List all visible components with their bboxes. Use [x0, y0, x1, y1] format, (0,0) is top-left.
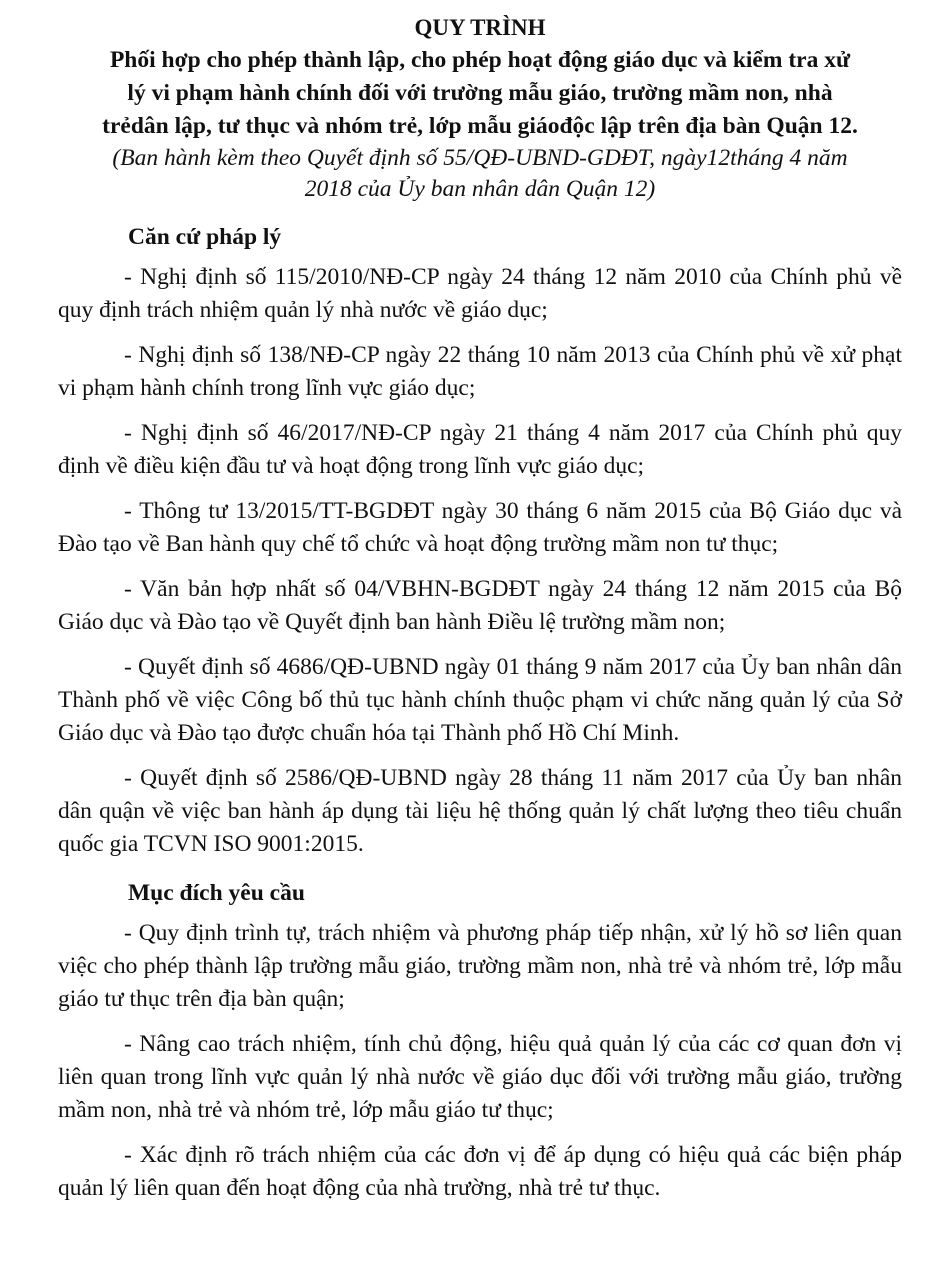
- legal-basis-item: - Quyết định số 2586/QĐ-UBND ngày 28 tháng 11 năm 2017 của Ủy ban nhân dân quận về việc ban hành áp dụng tài liệu hệ thống quản lý chất lượng theo tiêu chuẩn quốc gia TCVN ISO 9001:2015.: [58, 765, 902, 857]
- legal-basis-list: [58, 261, 902, 861]
- legal-basis-item: - Nghị định số 138/NĐ-CP ngày 22 tháng 10 năm 2013 của Chính phủ về xử phạt vi phạm hành chính trong lĩnh vực giáo dục;: [58, 342, 902, 401]
- purpose-list: [58, 917, 902, 1205]
- legal-basis-item: - Quyết định số 4686/QĐ-UBND ngày 01 tháng 9 năm 2017 của Ủy ban nhân dân Thành phố về việc Công bố thủ tục hành chính thuộc phạm vi chức năng quản lý của Sở Giáo dục và Đào tạo được chuẩn hóa tại Thành phố Hồ Chí Minh.: [58, 654, 902, 746]
- legal-basis-item: - Nghị định số 46/2017/NĐ-CP ngày 21 tháng 4 năm 2017 của Chính phủ quy định về điều kiện đầu tư và hoạt động trong lĩnh vực giáo dục;: [58, 420, 902, 479]
- issuance-text: (Ban hành kèm theo Quyết định số: [112, 145, 438, 171]
- purpose-item: - Nâng cao trách nhiệm, tính chủ động, hiệu quả quản lý của các cơ quan đơn vị liên quan trong lĩnh vực quản lý nhà nước về giáo dục đối với trường mẫu giáo, trường mầm non, nhà trẻ và nhóm trẻ, lớp mẫu giáo tư thục;: [58, 1031, 902, 1123]
- issuance-line-1: [58, 143, 902, 174]
- legal-basis-item: - Thông tư 13/2015/TT-BGDĐT ngày 30 tháng 6 năm 2015 của Bộ Giáo dục và Đào tạo về Ban hành quy chế tổ chức và hoạt động trường mầm non tư thục;: [58, 498, 902, 557]
- issue-month: 4: [789, 145, 802, 171]
- purpose-item: - Quy định trình tự, trách nhiệm và phương pháp tiếp nhận, xử lý hồ sơ liên quan việc cho phép thành lập trường mẫu giáo, trường mầm non, nhà trẻ và nhóm trẻ, lớp mẫu giáo tư thục trên địa bàn quận;: [58, 920, 902, 1012]
- purpose-heading: Mục đích yêu cầu: [128, 880, 305, 906]
- issuance-text: tháng: [730, 145, 784, 171]
- issuance-text: /QĐ-UBND-GDĐT, ngày: [466, 145, 707, 171]
- issue-day: 12: [706, 145, 731, 171]
- subtitle-line: lý vi phạm hành chính đối với trường mẫu giáo, trường mầm non, nhà: [127, 80, 833, 106]
- legal-basis-item: - Nghị định số 115/2010/NĐ-CP ngày 24 tháng 12 năm 2010 của Chính phủ về quy định trách nhiệm quản lý nhà nước về giáo dục;: [58, 264, 902, 323]
- purpose-item: - Xác định rõ trách nhiệm của các đơn vị để áp dụng có hiệu quả các biện pháp quản lý liên quan đến hoạt động của nhà trường, nhà trẻ tư thục.: [58, 1142, 902, 1201]
- subtitle-line: trẻdân lập, tư thục và nhóm trẻ, lớp mẫu giáođộc lập trên địa bàn Quận 12.: [102, 113, 858, 139]
- issuance-note: [58, 143, 902, 205]
- legal-basis-item: - Văn bản hợp nhất số 04/VBHN-BGDĐT ngày 24 tháng 12 năm 2015 của Bộ Giáo dục và Đào tạo về Quyết định ban hành Điều lệ trường mầm non;: [58, 576, 902, 635]
- issuance-text: năm: [807, 145, 848, 171]
- document-title: QUY TRÌNH: [414, 15, 546, 40]
- document-subtitle: [58, 44, 902, 143]
- subtitle-line: Phối hợp cho phép thành lập, cho phép hoạt động giáo dục và kiểm tra xử: [109, 47, 851, 73]
- issuance-line-2: 2018 của Ủy ban nhân dân Quận 12): [304, 176, 656, 202]
- legal-basis-heading: Căn cứ pháp lý: [128, 224, 282, 250]
- decision-number: 55: [443, 145, 467, 171]
